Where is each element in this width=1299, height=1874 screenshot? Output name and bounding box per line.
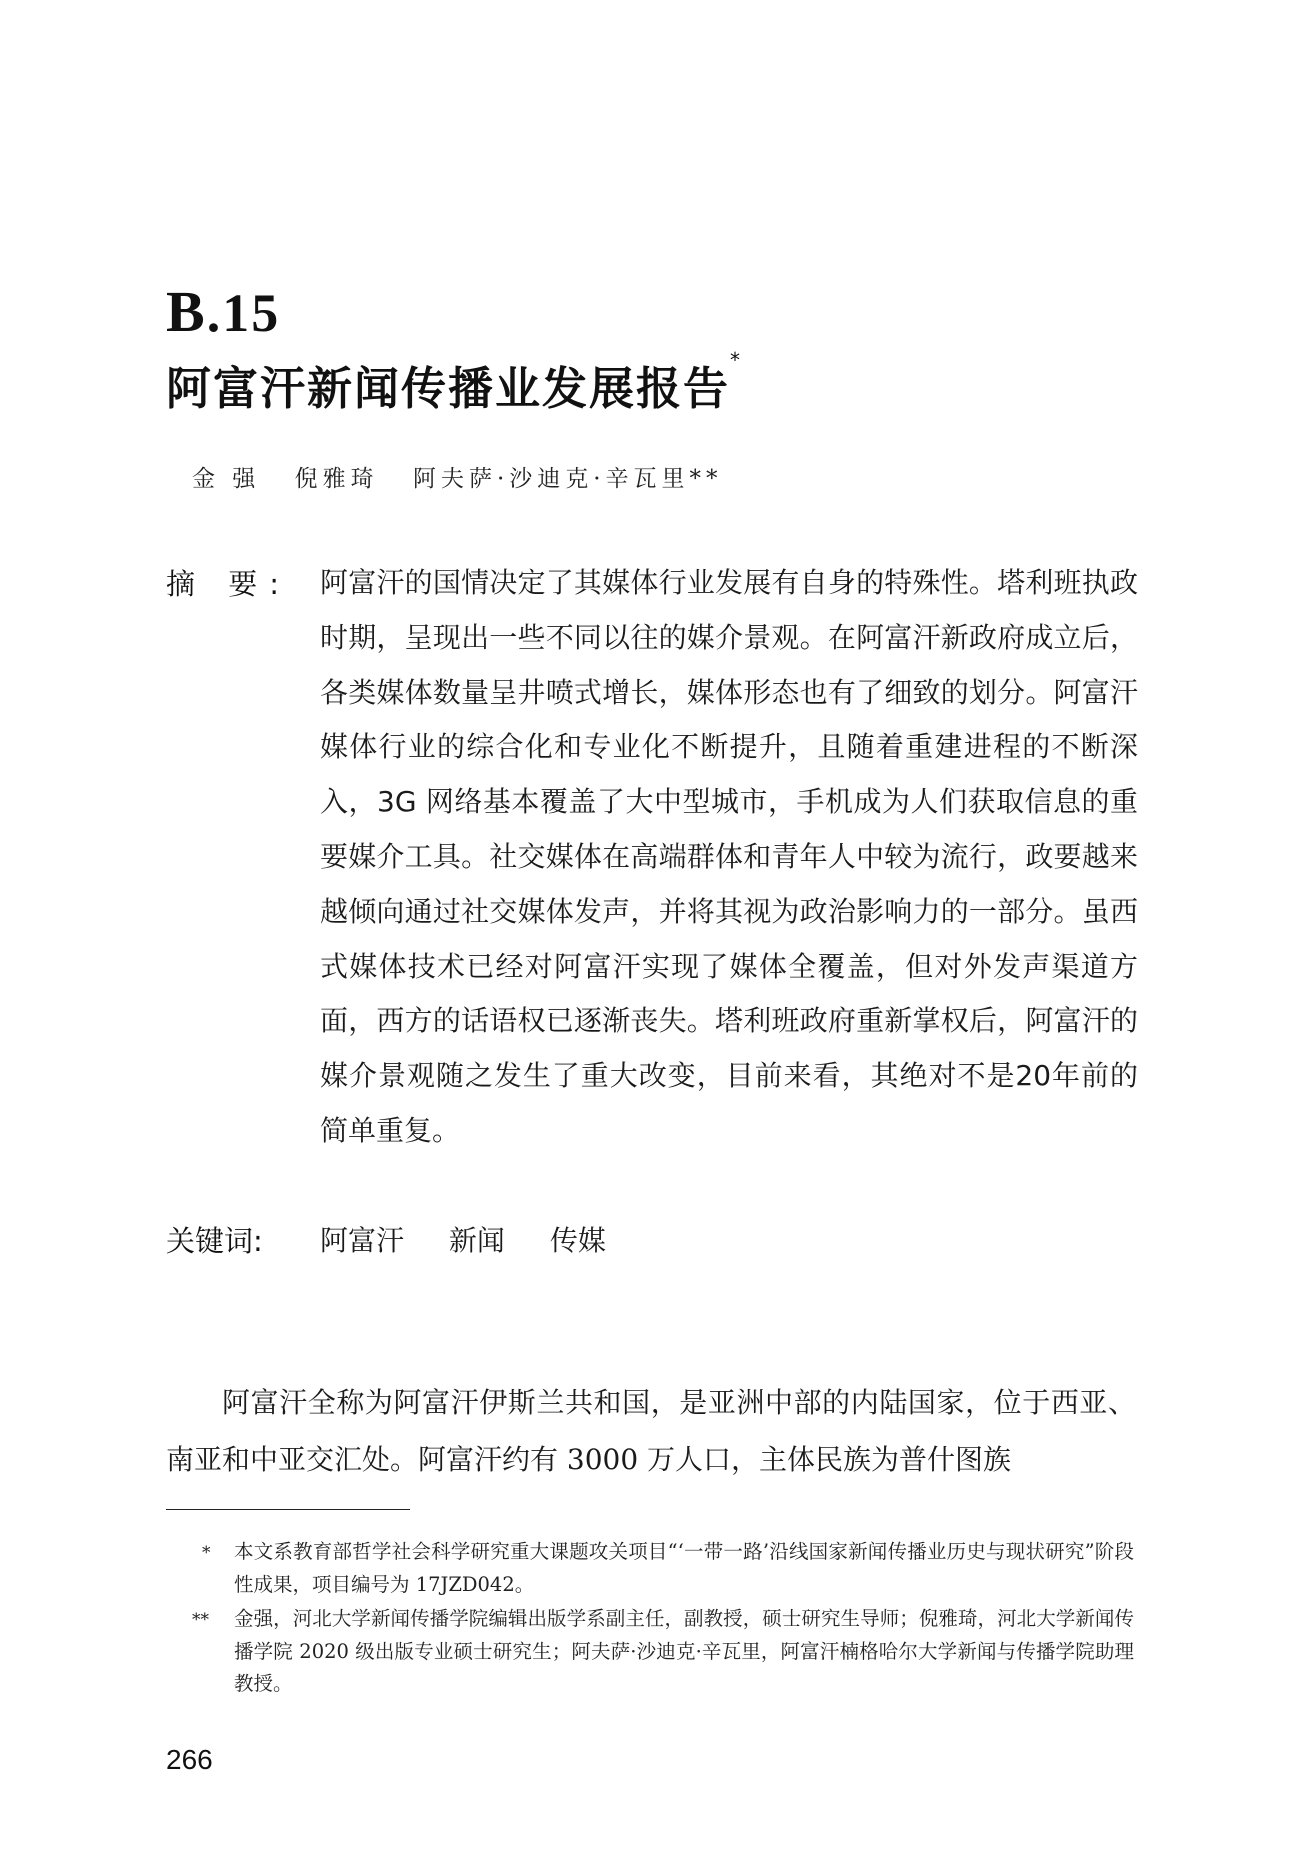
body-paragraph: 阿富汗全称为阿富汗伊斯兰共和国，是亚洲中部的内陆国家，位于西亚、南亚和中亚交汇处。阿富汗约有 3000 万人口，主体民族为普什图族 (166, 1386, 1136, 1476)
author-2: 倪雅琦 (294, 466, 379, 492)
footnote-1: 本文系教育部哲学社会科学研究重大课题攻关项目“‘一带一路’沿线国家新闻传播业历史与现状研究”阶段性成果，项目编号为 17JZD042。 (234, 1540, 1134, 1596)
footnote-2-marker: ** (192, 1610, 209, 1630)
keyword-1: 阿富汗 (320, 1224, 405, 1257)
keywords-list (320, 1219, 642, 1259)
report-title (166, 348, 743, 417)
keyword-3: 传媒 (549, 1224, 606, 1257)
title-footnote-marker: * (730, 348, 743, 372)
footnote-1-marker: * (202, 1543, 211, 1563)
abstract-label: 摘 要: (166, 567, 291, 601)
author-list (192, 460, 745, 493)
abstract-text: 阿富汗的国情决定了其媒体行业发展有自身的特殊性。塔利班执政时期，呈现出一些不同以往的媒介景观。在阿富汗新政府成立后，各类媒体数量呈井喷式增长，媒体形态也有了细致的划分。阿富汗媒体行业的综合化和专业化不断提升，且随着重建进程的不断深入，3G 网络基本覆盖了大中型城市，手机成为人们获取信息的重要媒介工具。社交媒体在高端群体和青年人中较为流行，政要越来越倾向通过社交媒体发声，并将其视为政治影响力的一部分。虽西式媒体技术已经对阿富汗实现了媒体全覆盖，但对外发声渠道方面，西方的话语权已逐渐丧失。塔利班政府重新掌权后，阿富汗的媒介景观随之发生了重大改变，目前来看，其绝对不是20年前的简单重复。 (320, 566, 1138, 1147)
chapter-digits: .15 (206, 283, 281, 343)
chapter-number (166, 278, 280, 345)
keyword-2: 新闻 (448, 1224, 505, 1257)
author-3: 阿夫萨·沙迪克·辛瓦里** (412, 466, 723, 492)
footnote-2: 金强，河北大学新闻传播学院编辑出版学系副主任，副教授，硕士研究生导师；倪雅琦，河北大学新闻传播学院 2020 级出版专业硕士研究生；阿夫萨·沙迪克·辛瓦里，阿富汗楠格哈尔大学新闻与传播学院助理教授。 (234, 1607, 1134, 1695)
footnote-divider (166, 1509, 410, 1510)
report-title-text: 阿富汗新闻传播业发展报告 (166, 362, 731, 415)
page-number: 266 (166, 1744, 213, 1775)
keywords-label: 关键词: (166, 1224, 263, 1258)
chapter-letter: B (166, 279, 207, 344)
author-1: 金 强 (192, 466, 261, 492)
